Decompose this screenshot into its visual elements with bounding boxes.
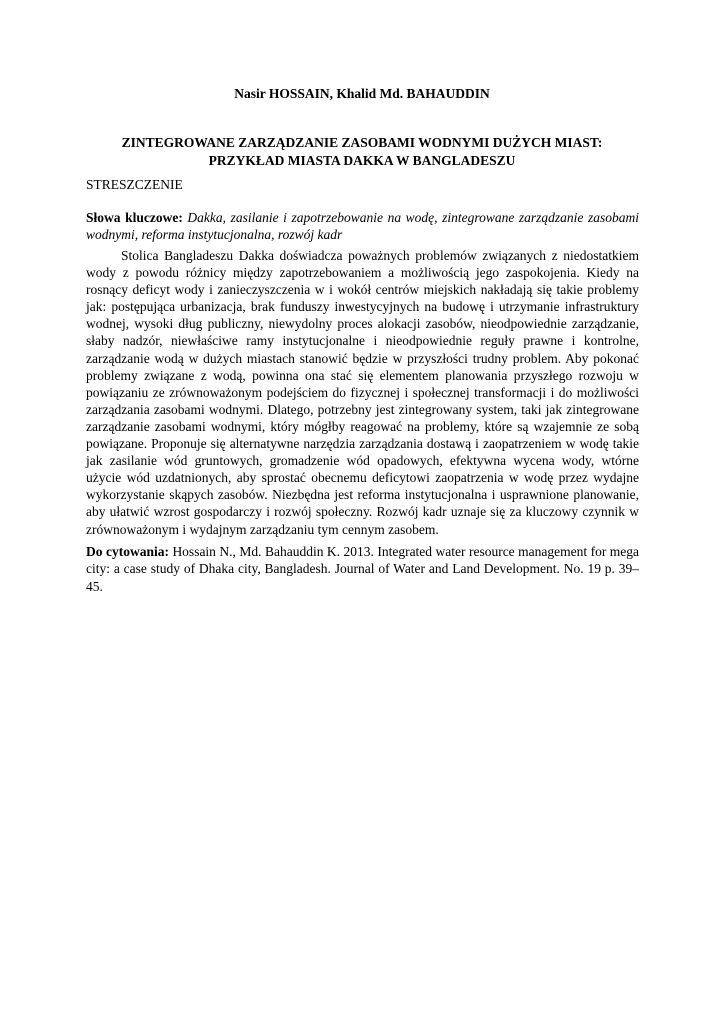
keywords-label: Słowa kluczowe: [86,210,183,225]
abstract-body: Stolica Bangladeszu Dakka doświadcza poważnych problemów związanych z niedostatkiem wody z powodu różnicy między zapotrzebowaniem a możliwością jego zaspokojenia. Kiedy na rosnący deficyt wody i zanieczyszczenia w i wokół centrów miejskich nakładają się takie problemy jak: postępująca urbanizacja, brak funduszy inwestycyjnych na budowę i utrzymanie infrastruktury wodnej, wysoki dług publiczny, niewydolny proces alokacji zasobów, nieodpowiednie zarządzanie, słaby nadzór, niewłaściwe ramy instytucjonalne i nieodpowiednie reguły prawne i kontrolne, zarządzanie wodą w dużych miastach stanowić będzie w przyszłości trudny problem. Aby pokonać problemy związane z wodą, powinna ona stać się elementem planowania przyszłego rozwoju w powiązaniu ze zrównoważonym podejściem do fizycznej i społecznej transformacji i do możliwości zarządzania zasobami wodnymi. Dlatego, potrzebny jest zintegrowany system, taki jak zintegrowane zarządzanie zasobami wodnymi, który mógłby reagować na problemy, które są wzajemnie ze sobą powiązane. Proponuje się alternatywne narzędzia zarządzania dostawą i zaopatrzeniem w wodę takie jak zasilanie wód gruntowych, gromadzenie wód opadowych, efektywna wycena wody, wtórne użycie wód uzdatnionych, aby sprostać obecnemu deficytowi zaopatrzenia w wodę przez wydajne wykorzystanie skąpych zasobów. Niezbędna jest reforma instytucjonalna i usprawnione planowanie, aby ułatwić wzrost gospodarczy i rozwój społeczny. Rozwój kadr uznaje się za kluczowy czynnik w zrównoważonym i wydajnym zarządzaniu tym cennym zasobem. [86,248,639,537]
keywords-block [86,209,639,244]
keywords-text: Dakka, zasilanie i zapotrzebowanie na wodę, zintegrowane zarządzanie zasobami wodnymi, reforma instytucjonalna, rozwój kadr [86,210,639,243]
paper-title-line-1: ZINTEGROWANE ZARZĄDZANIE ZASOBAMI WODNYMI DUŻYCH MIAST: [121,135,603,150]
paper-title [86,134,638,169]
paper-title-line-2: PRZYKŁAD MIASTA DAKKA W BANGLADESZU [208,152,516,168]
authors-line: Nasir HOSSAIN, Khalid Md. BAHAUDDIN [234,86,490,101]
citation-block [86,543,639,595]
citation-label: Do cytowania: [86,544,169,559]
abstract-heading: STRESZCZENIE [86,177,183,192]
citation-text: Hossain N., Md. Bahauddin K. 2013. Integrated water resource management for mega city: a case study of Dhaka city, Bangladesh. Journal of Water and Land Development. No. 19 p. 39–45. [86,544,640,594]
